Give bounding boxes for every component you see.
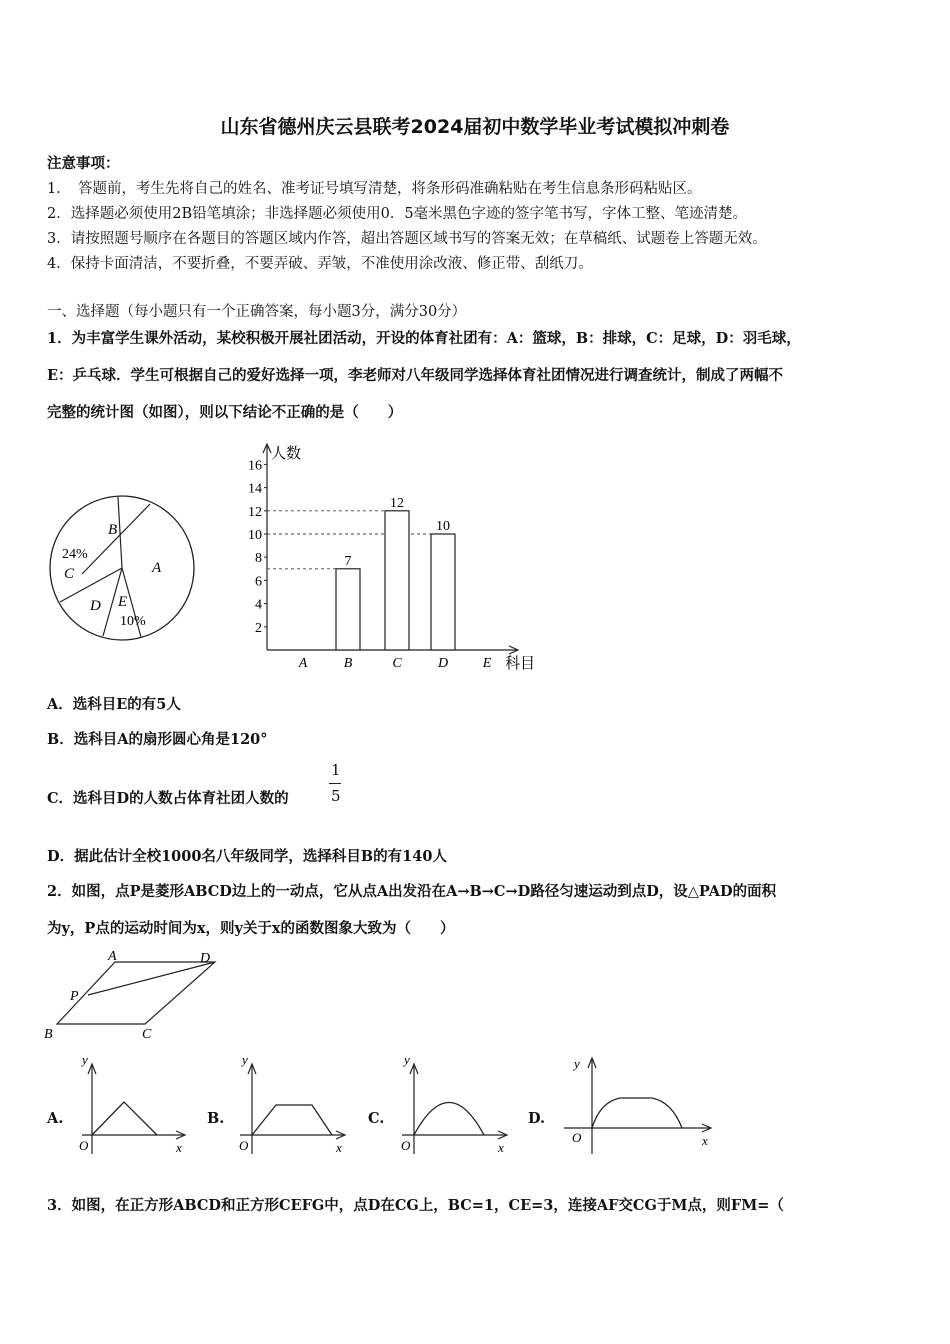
graph-d-x: x: [702, 1133, 708, 1148]
q2-option-a[interactable]: A.: [47, 1110, 64, 1127]
graph-c-y: y: [404, 1052, 410, 1067]
pie-label-b: B: [108, 522, 118, 538]
graph-d: [560, 1050, 720, 1160]
bar-chart: [235, 440, 545, 675]
graph-a-y: y: [82, 1052, 88, 1067]
graph-b: [232, 1050, 352, 1160]
bar-B: [336, 569, 360, 650]
graph-c-origin: O: [401, 1138, 411, 1153]
category-label-E: E: [482, 656, 492, 671]
vertex-c: C: [142, 1027, 152, 1042]
q1-line-2: E：乒乓球．学生可根据自己的爱好选择一项，李老师对八年级同学选择体育社团情况进行调查统计，制成了两幅不: [47, 367, 784, 384]
pie-label-e-pct: 10%: [120, 614, 146, 629]
notice-item-2: 2．选择题必须使用2B铅笔填涂；非选择题必须使用0．5毫米黑色字迹的签字笔书写，字体工整、笔迹清楚。: [47, 206, 748, 222]
pie-chart: [40, 490, 210, 650]
pie-label-c-pct: 24%: [62, 547, 88, 562]
q2-option-d[interactable]: D.: [528, 1110, 546, 1127]
q3-text: 3．如图，在正方形ABCD和正方形CEFG中，点D在CG上，BC=1，CE=3，连接AF交CG于M点，则FM=（: [47, 1197, 784, 1214]
q1-line-1: 1．为丰富学生课外活动，某校积极开展社团活动，开设的体育社团有：A：篮球，B：排球，C：足球，D：羽毛球，: [47, 330, 801, 347]
category-label-A: A: [298, 656, 308, 671]
data-label-B: 7: [344, 553, 352, 569]
notice-heading: 注意事项：: [47, 155, 120, 172]
graph-d-y: y: [574, 1056, 580, 1071]
graph-c-x: x: [498, 1140, 504, 1155]
bar-C: [385, 511, 409, 650]
vertex-b: B: [44, 1027, 53, 1042]
q2-line-1: 2．如图，点P是菱形ABCD边上的一动点，它从点A出发沿在A→B→C→D路径匀速运动到点D，设△PAD的面积: [47, 883, 777, 900]
graph-a-x: x: [176, 1140, 182, 1155]
pie-label-a: A: [152, 560, 162, 576]
q1-option-d[interactable]: D．据此估计全校1000名八年级同学，选择科目B的有140人: [47, 848, 447, 865]
category-label-D: D: [437, 656, 449, 671]
y-tick-label: 14: [248, 481, 262, 497]
y-tick-label: 2: [255, 620, 262, 636]
y-tick-label: 4: [255, 597, 262, 613]
data-label-C: 12: [390, 495, 404, 511]
x-axis-label: 科目: [505, 656, 536, 672]
page-title: 山东省德州庆云县联考2024届初中数学毕业考试模拟冲刺卷: [220, 116, 730, 138]
y-tick-label: 6: [255, 574, 262, 590]
graph-b-origin: O: [239, 1138, 249, 1153]
fraction-numerator: 1: [331, 761, 341, 779]
graph-a: [72, 1050, 192, 1160]
q1-line-3: 完整的统计图（如图），则以下结论不正确的是（ ）: [47, 404, 403, 421]
y-tick-label: 16: [248, 458, 262, 474]
section-heading: 一、选择题（每小题只有一个正确答案，每小题3分，满分30分）: [47, 304, 467, 320]
pie-label-e: E: [118, 594, 128, 610]
graph-d-origin: O: [572, 1130, 582, 1145]
rhombus-figure: [40, 948, 230, 1043]
vertex-d: D: [200, 951, 211, 966]
y-tick-label: 12: [248, 504, 262, 520]
bar-D: [431, 534, 455, 650]
fraction-denominator: 5: [331, 787, 341, 805]
graph-c: [394, 1050, 514, 1160]
q1-option-c[interactable]: C．选科目D的人数占体育社团人数的: [47, 790, 289, 807]
q1-option-a[interactable]: A．选科目E的有5人: [47, 696, 181, 713]
q2-option-b[interactable]: B.: [207, 1110, 225, 1127]
graph-a-origin: O: [79, 1138, 89, 1153]
y-axis-label: 人数: [271, 446, 302, 462]
q2-option-c[interactable]: C.: [368, 1110, 385, 1127]
graph-b-x: x: [336, 1140, 342, 1155]
notice-item-3: 3．请按照题号顺序在各题目的答题区域内作答，超出答题区域书写的答案无效；在草稿纸、试题卷上答题无效。: [47, 231, 767, 247]
graph-b-y: y: [242, 1052, 248, 1067]
q2-line-2: 为y，P点的运动时间为x，则y关于x的函数图象大致为（ ）: [47, 920, 455, 937]
category-label-B: B: [343, 656, 353, 671]
data-label-D: 10: [436, 519, 450, 534]
fraction-bar: [329, 783, 341, 784]
y-tick-label: 8: [255, 551, 262, 567]
point-p: P: [70, 989, 79, 1004]
notice-item-4: 4．保持卡面清洁，不要折叠，不要弄破、弄皱，不准使用涂改液、修正带、刮纸刀。: [47, 256, 593, 272]
category-label-C: C: [392, 656, 402, 671]
q1-option-b[interactable]: B．选科目A的扇形圆心角是120°: [47, 731, 268, 748]
notice-item-1: 1． 答题前，考生先将自己的姓名、准考证号填写清楚，将条形码准确粘贴在考生信息条形码粘贴区。: [47, 181, 702, 197]
vertex-a: A: [108, 949, 117, 964]
pie-label-d: D: [90, 598, 101, 614]
y-tick-label: 10: [248, 528, 262, 543]
pie-label-c: C: [64, 566, 75, 582]
